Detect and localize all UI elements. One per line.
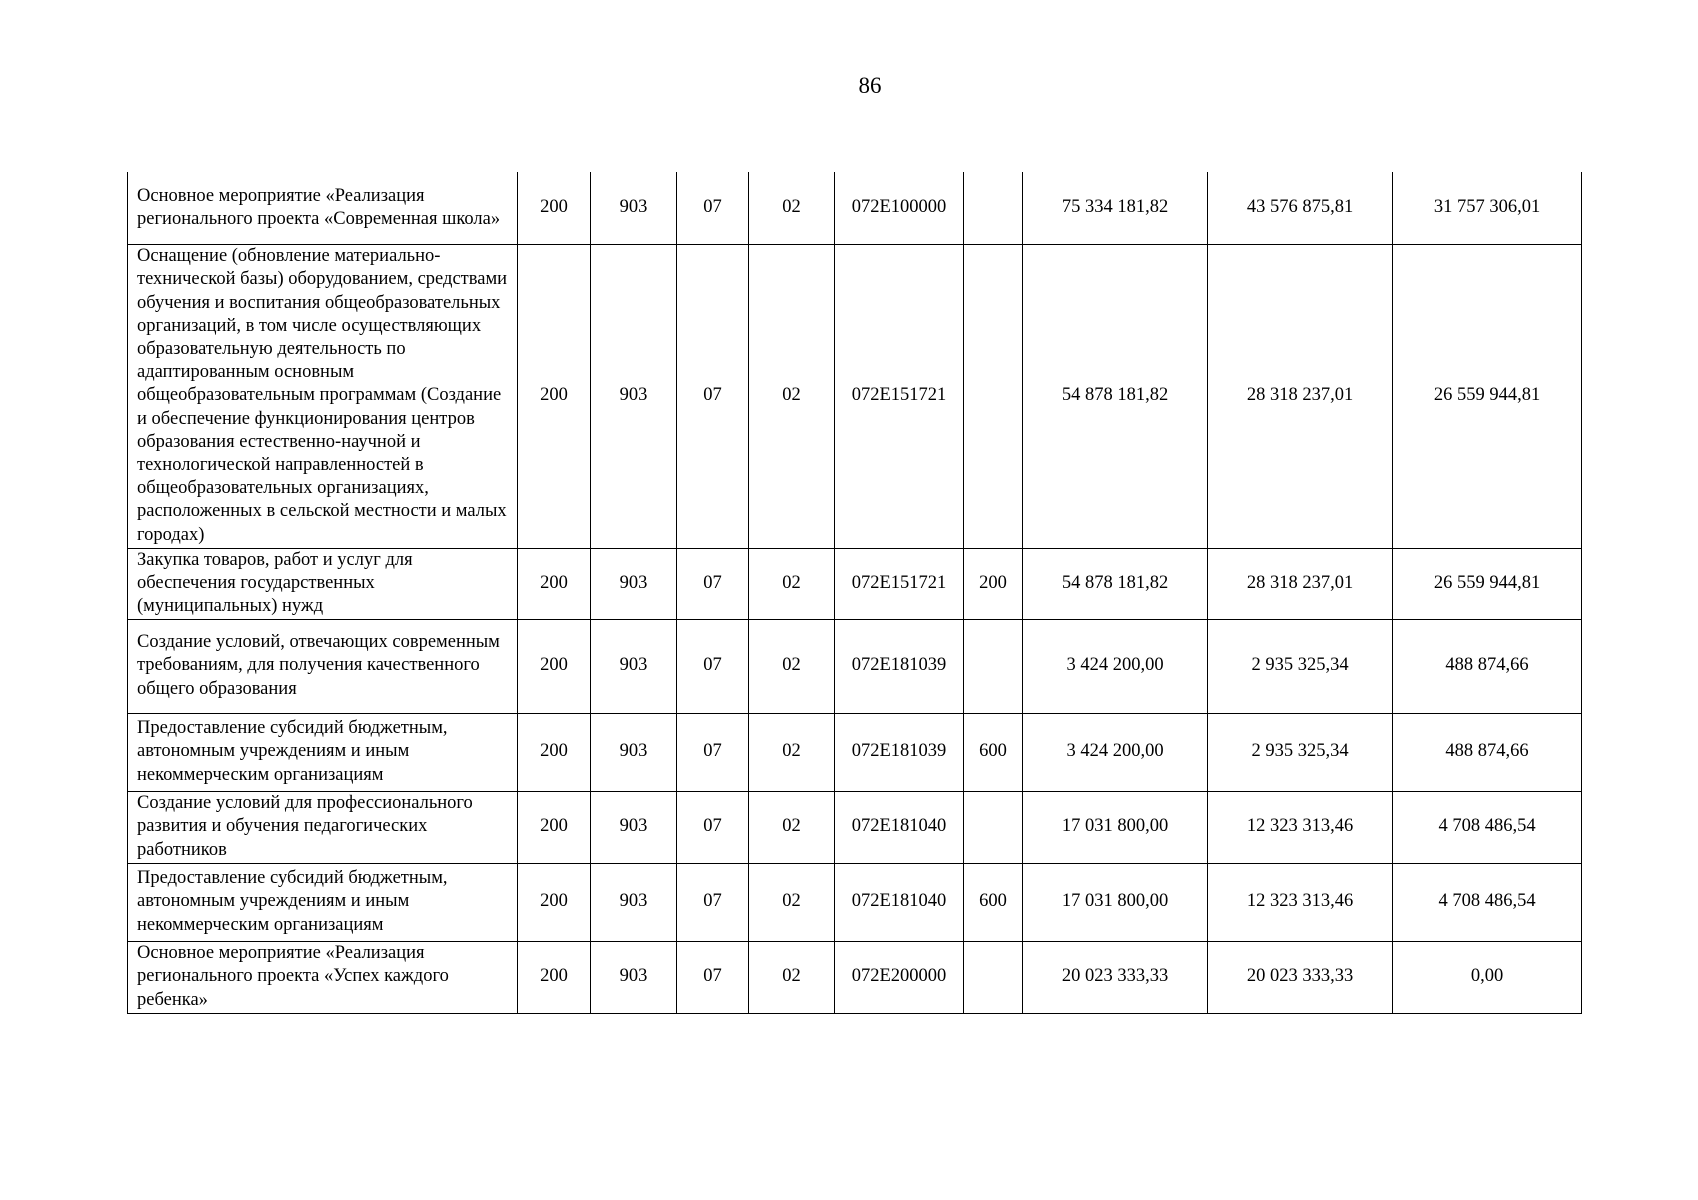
sum-1: 3 424 200,00	[1023, 713, 1208, 791]
sum-1: 17 031 800,00	[1023, 791, 1208, 863]
table-row	[128, 713, 1582, 791]
expense-type-code: 200	[964, 548, 1023, 619]
target-code: 072Е100000	[835, 172, 964, 244]
sum-3: 4 708 486,54	[1393, 791, 1582, 863]
row-name: Предоставление субсидий бюджетным, автономным учреждениям и иным некоммерческим организациям	[128, 863, 518, 941]
section-code: 07	[677, 941, 749, 1013]
expense-type-code	[964, 791, 1023, 863]
admin-code: 200	[518, 863, 591, 941]
target-code: 072Е200000	[835, 941, 964, 1013]
table-row	[128, 619, 1582, 713]
ministry-code: 903	[591, 172, 677, 244]
admin-code: 200	[518, 619, 591, 713]
ministry-code: 903	[591, 863, 677, 941]
sum-3: 4 708 486,54	[1393, 863, 1582, 941]
sum-1: 3 424 200,00	[1023, 619, 1208, 713]
row-name: Предоставление субсидий бюджетным, автономным учреждениям и иным некоммерческим организациям	[128, 713, 518, 791]
row-name: Оснащение (обновление материально-технической базы) оборудованием, средствами обучения и воспитания общеобразовательных организаций, в том числе осуществляющих образовательную деятельность по адаптированным основным общеобразовательным программам (Создание и обеспечение функционирования центров образования естественно-научной и технологической направленностей в общеобразовательных организациях, расположенных в сельской местности и малых городах)	[128, 244, 518, 548]
admin-code: 200	[518, 791, 591, 863]
sum-1: 20 023 333,33	[1023, 941, 1208, 1013]
subsection-code: 02	[749, 244, 835, 548]
sum-2: 2 935 325,34	[1208, 619, 1393, 713]
target-code: 072Е151721	[835, 244, 964, 548]
table-row	[128, 548, 1582, 619]
table-row	[128, 244, 1582, 548]
sum-2: 20 023 333,33	[1208, 941, 1393, 1013]
admin-code: 200	[518, 244, 591, 548]
sum-2: 28 318 237,01	[1208, 548, 1393, 619]
subsection-code: 02	[749, 863, 835, 941]
sum-2: 12 323 313,46	[1208, 863, 1393, 941]
admin-code: 200	[518, 548, 591, 619]
table-row	[128, 172, 1582, 244]
sum-3: 488 874,66	[1393, 619, 1582, 713]
target-code: 072Е181040	[835, 863, 964, 941]
sum-3: 26 559 944,81	[1393, 244, 1582, 548]
subsection-code: 02	[749, 172, 835, 244]
ministry-code: 903	[591, 619, 677, 713]
table-row	[128, 791, 1582, 863]
ministry-code: 903	[591, 244, 677, 548]
expense-type-code: 600	[964, 863, 1023, 941]
target-code: 072Е181040	[835, 791, 964, 863]
section-code: 07	[677, 172, 749, 244]
expense-type-code	[964, 172, 1023, 244]
row-name: Основное мероприятие «Реализация регионального проекта «Успех каждого ребенка»	[128, 941, 518, 1013]
ministry-code: 903	[591, 791, 677, 863]
sum-1: 54 878 181,82	[1023, 548, 1208, 619]
section-code: 07	[677, 863, 749, 941]
sum-3: 26 559 944,81	[1393, 548, 1582, 619]
subsection-code: 02	[749, 619, 835, 713]
ministry-code: 903	[591, 941, 677, 1013]
sum-2: 43 576 875,81	[1208, 172, 1393, 244]
sum-3: 0,00	[1393, 941, 1582, 1013]
admin-code: 200	[518, 713, 591, 791]
target-code: 072Е181039	[835, 713, 964, 791]
subsection-code: 02	[749, 791, 835, 863]
row-name: Создание условий для профессионального развития и обучения педагогических работников	[128, 791, 518, 863]
subsection-code: 02	[749, 548, 835, 619]
admin-code: 200	[518, 172, 591, 244]
sum-2: 12 323 313,46	[1208, 791, 1393, 863]
subsection-code: 02	[749, 941, 835, 1013]
expense-type-code	[964, 244, 1023, 548]
expense-type-code	[964, 941, 1023, 1013]
row-name: Основное мероприятие «Реализация регионального проекта «Современная школа»	[128, 172, 518, 244]
row-name: Закупка товаров, работ и услуг для обеспечения государственных (муниципальных) нужд	[128, 548, 518, 619]
section-code: 07	[677, 713, 749, 791]
expense-type-code	[964, 619, 1023, 713]
sum-2: 28 318 237,01	[1208, 244, 1393, 548]
sum-2: 2 935 325,34	[1208, 713, 1393, 791]
table-row	[128, 863, 1582, 941]
expense-type-code: 600	[964, 713, 1023, 791]
sum-1: 17 031 800,00	[1023, 863, 1208, 941]
subsection-code: 02	[749, 713, 835, 791]
section-code: 07	[677, 244, 749, 548]
admin-code: 200	[518, 941, 591, 1013]
table-row	[128, 941, 1582, 1013]
sum-3: 31 757 306,01	[1393, 172, 1582, 244]
page-number: 86	[858, 73, 882, 98]
target-code: 072Е181039	[835, 619, 964, 713]
section-code: 07	[677, 619, 749, 713]
section-code: 07	[677, 548, 749, 619]
sum-1: 75 334 181,82	[1023, 172, 1208, 244]
sum-1: 54 878 181,82	[1023, 244, 1208, 548]
row-name: Создание условий, отвечающих современным требованиям, для получения качественного общего образования	[128, 619, 518, 713]
ministry-code: 903	[591, 548, 677, 619]
target-code: 072Е151721	[835, 548, 964, 619]
section-code: 07	[677, 791, 749, 863]
sum-3: 488 874,66	[1393, 713, 1582, 791]
ministry-code: 903	[591, 713, 677, 791]
budget-table	[127, 172, 1582, 1014]
